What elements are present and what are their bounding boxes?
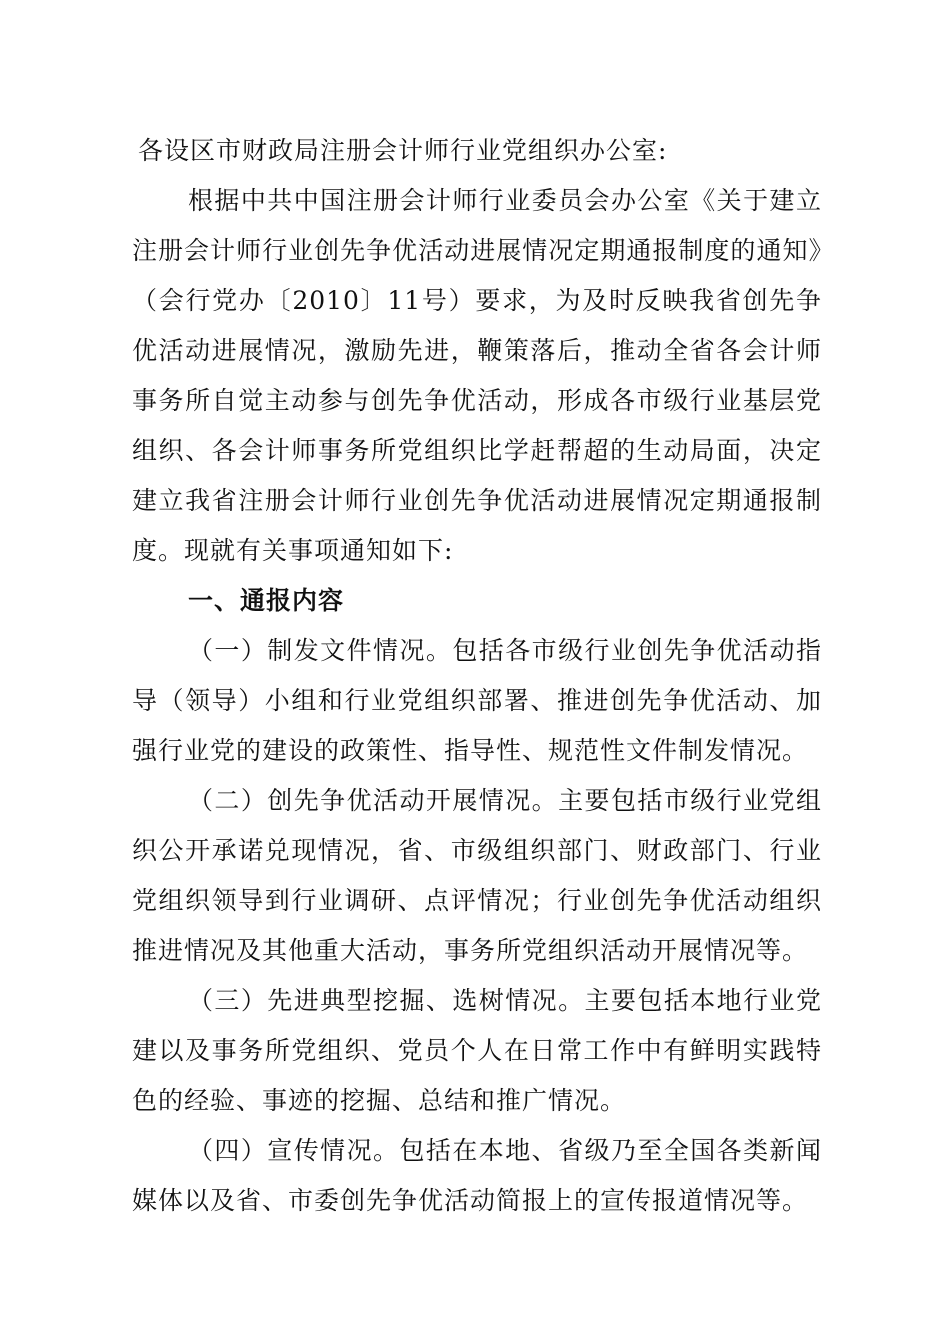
item-paragraph-2: （二）创先争优活动开展情况。主要包括市级行业党组织公开承诺兑现情况，省、市级组织部门、财政部门、行业党组织领导到行业调研、点评情况；行业创先争优活动组织推进情况及其他重大活动，事务所党组织活动开展情况等。 xyxy=(132,786,822,965)
salutation: 各设区市财政局注册会计师行业党组织办公室: xyxy=(138,136,668,165)
item-paragraph-1: （一）制发文件情况。包括各市级行业创先争优活动指导（领导）小组和行业党组织部署、推进创先争优活动、加强行业党的建设的政策性、指导性、规范性文件制发情况。 xyxy=(132,636,822,765)
intro-paragraph: 根据中共中国注册会计师行业委员会办公室《关于建立注册会计师行业创先争优活动进展情况定期通报制度的通知》（会行党办〔2010〕11号）要求，为及时反映我省创先争优活动进展情况，激励先进，鞭策落后，推动全省各会计师事务所自觉主动参与创先争优活动，形成各市级行业基层党组织、各会计师事务所党组织比学赶帮超的生动局面，决定建立我省注册会计师行业创先争优活动进展情况定期通报制度。现就有关事项通知如下: xyxy=(132,186,822,565)
section-heading: 一、通报内容 xyxy=(188,586,345,615)
item-paragraph-4: （四）宣传情况。包括在本地、省级乃至全国各类新闻媒体以及省、市委创先争优活动简报上的宣传报道情况等。 xyxy=(132,1136,822,1215)
item-paragraph-3: （三）先进典型挖掘、选树情况。主要包括本地行业党建以及事务所党组织、党员个人在日常工作中有鲜明实践特色的经验、事迹的挖掘、总结和推广情况。 xyxy=(132,986,822,1115)
document-body xyxy=(132,126,822,1226)
